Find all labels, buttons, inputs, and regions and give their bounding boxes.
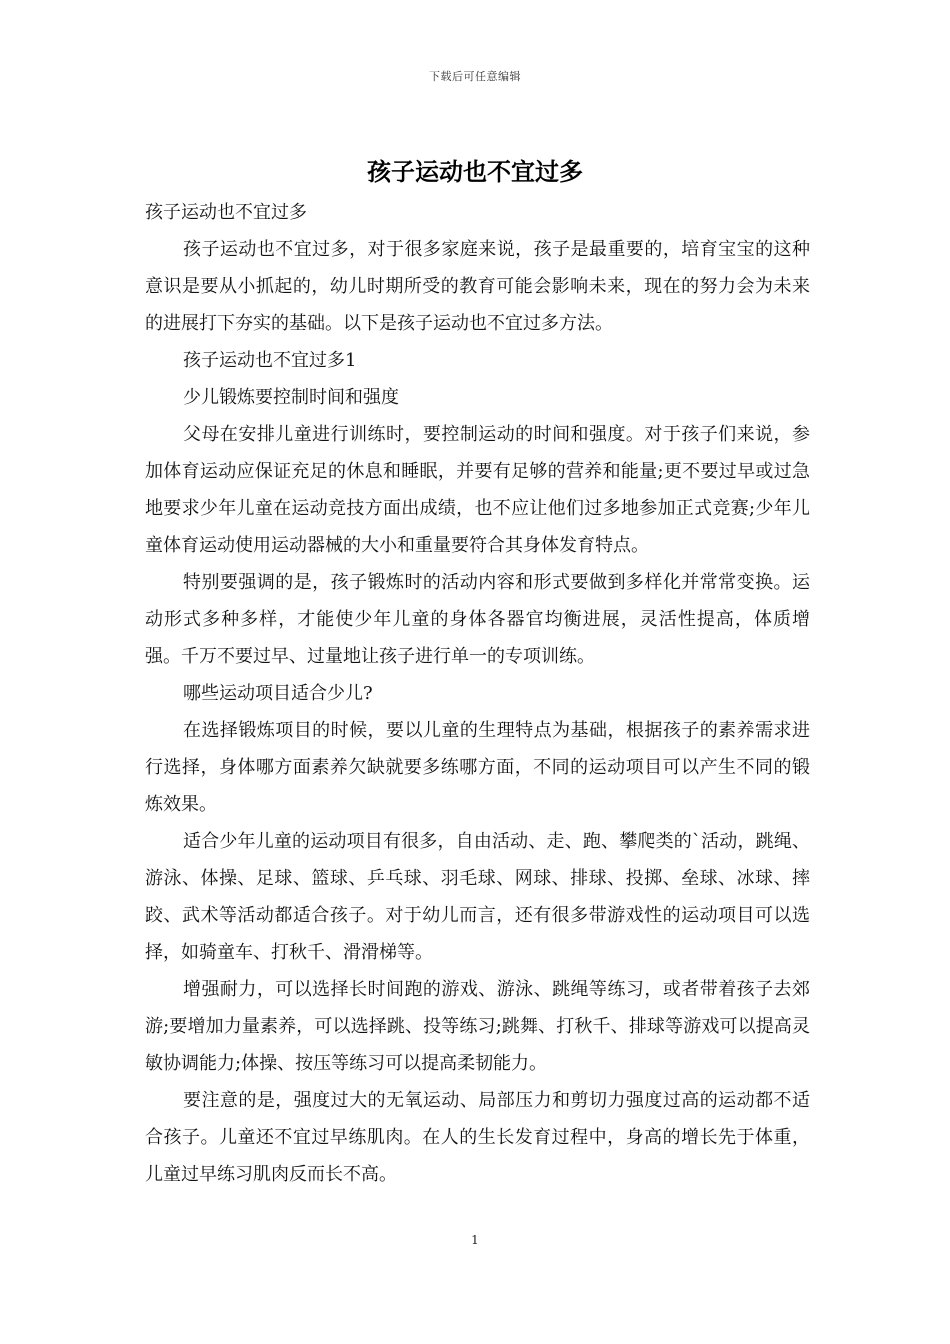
header-note: 下载后可任意编辑 (429, 70, 521, 83)
body-paragraph: 在选择锻炼项目的时候，要以儿童的生理特点为基础，根据孩子的素养需求进行选择，身体哪方面素养欠缺就要多练哪方面，不同的运动项目可以产生不同的锻炼效果。 (145, 720, 810, 815)
body-paragraph: 适合少年儿童的运动项目有很多，自由活动、走、跑、攀爬类的`活动，跳绳、游泳、体操、足球、篮球、乒乓球、羽毛球、网球、排球、投掷、垒球、冰球、摔跤、武术等活动都适合孩子。对于幼儿而言，还有很多带游戏性的运动项目可以选择，如骑童车、打秋千、滑滑梯等。 (145, 831, 810, 963)
body-paragraph: 父母在安排儿童进行训练时，要控制运动的时间和强度。对于孩子们来说，参加体育运动应保证充足的休息和睡眠，并要有足够的营养和能量;更不要过早或过急地要求少年儿童在运动竞技方面出成绩，也不应让他们过多地参加正式竞赛;少年儿童体育运动使用运动器械的大小和重量要符合其身体发育特点。 (145, 424, 810, 556)
intro-paragraph: 孩子运动也不宜过多，对于很多家庭来说，孩子是最重要的，培育宝宝的这种意识是要从小抓起的，幼儿时期所受的教育可能会影响未来，现在的努力会为未来的进展打下夯实的基础。以下是孩子运动也不宜过多方法。 (145, 239, 810, 334)
document-title: 孩子运动也不宜过多 (367, 157, 583, 186)
body-paragraph: 特别要强调的是，孩子锻炼时的活动内容和形式要做到多样化并常常变换。运动形式多种多样，才能使少年儿童的身体各器官均衡进展，灵活性提高，体质增强。千万不要过早、过量地让孩子进行单一的专项训练。 (145, 572, 810, 667)
section-heading: 孩子运动也不宜过多1 (183, 350, 357, 371)
page-number: 1 (471, 1233, 479, 1247)
subtitle-paragraph: 孩子运动也不宜过多 (145, 202, 307, 223)
body-paragraph: 增强耐力，可以选择长时间跑的游戏、游泳、跳绳等练习，或者带着孩子去郊游;要增加力量素养，可以选择跳、投等练习;跳舞、打秋千、排球等游戏可以提高灵敏协调能力;体操、按压等练习可以提高柔韧能力。 (145, 979, 810, 1074)
subsection-heading: 少儿锻炼要控制时间和强度 (183, 387, 399, 408)
document-body (145, 194, 810, 1193)
body-paragraph: 要注意的是，强度过大的无氧运动、局部压力和剪切力强度过高的运动都不适合孩子。儿童还不宜过早练肌肉。在人的生长发育过程中，身高的增长先于体重，儿童过早练习肌肉反而长不高。 (145, 1090, 810, 1185)
subsection-heading: 哪些运动项目适合少儿? (183, 683, 373, 704)
